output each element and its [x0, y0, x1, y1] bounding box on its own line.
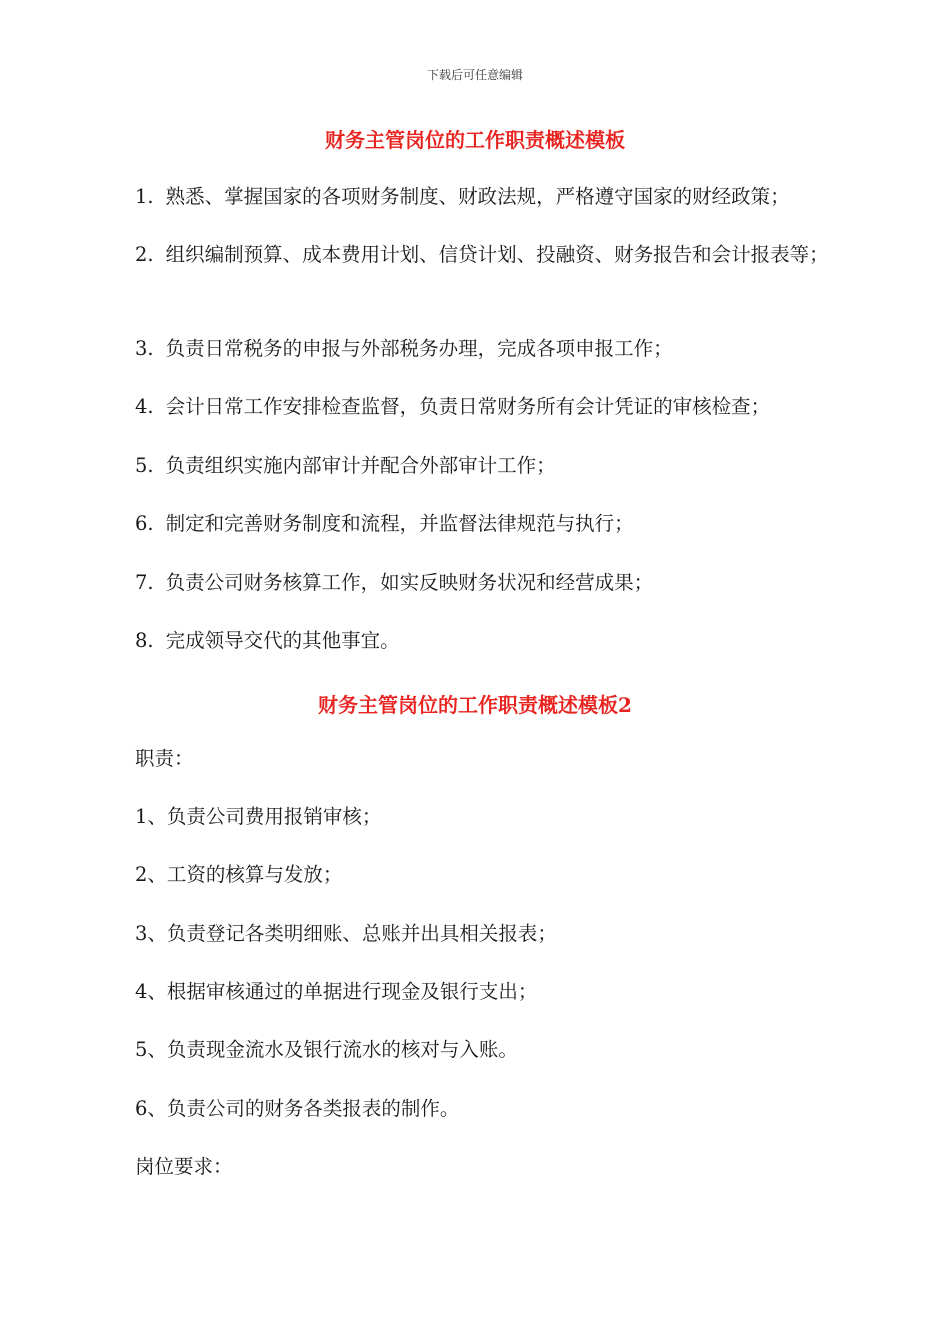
item-text: 熟悉、掌握国家的各项财务制度、财政法规，严格遵守国家的财经政策； — [165, 185, 790, 208]
item-text: 5、负责现金流水及银行流水的核对与入账。 — [135, 1038, 518, 1061]
list-item — [88, 507, 878, 541]
requirements-label-text: 岗位要求： — [135, 1155, 233, 1178]
item-text: 6、负责公司的财务各类报表的制作。 — [135, 1097, 460, 1120]
item-text: 会计日常工作安排检查监督，负责日常财务所有会计凭证的审核检查； — [165, 395, 771, 418]
list-item — [88, 449, 878, 483]
item-text: 组织编制预算、成本费用计划、信贷计划、投融资、财务报告和会计报表等； — [165, 243, 829, 266]
item-number: 6. — [135, 512, 154, 535]
item-text: 负责日常税务的申报与外部税务办理，完成各项申报工作； — [165, 337, 673, 360]
item-text: 4、根据审核通过的单据进行现金及银行支出； — [135, 980, 538, 1003]
item-text: 完成领导交代的其他事宜。 — [165, 629, 400, 652]
item-number: 2. — [135, 243, 154, 266]
requirements-label — [88, 1150, 878, 1184]
list-item — [88, 238, 878, 272]
list-item — [88, 800, 878, 834]
item-text: 3、负责登记各类明细账、总账并出具相关报表； — [135, 922, 557, 945]
list-item — [88, 566, 878, 600]
list-item — [88, 624, 878, 658]
item-number: 5. — [135, 454, 154, 477]
item-number: 3. — [135, 337, 154, 360]
item-text: 负责组织实施内部审计并配合外部审计工作； — [165, 454, 556, 477]
list-item — [88, 1092, 878, 1126]
item-text: 2、工资的核算与发放； — [135, 863, 343, 886]
list-item — [88, 917, 878, 951]
duties-label — [88, 742, 878, 776]
item-number: 7. — [135, 571, 154, 594]
header-note: 下载后可任意编辑 — [426, 68, 523, 82]
item-text: 制定和完善财务制度和流程，并监督法律规范与执行； — [165, 512, 634, 535]
list-item — [88, 180, 878, 214]
item-number: 8. — [135, 629, 154, 652]
list-item — [88, 1033, 878, 1067]
item-number: 1. — [135, 185, 154, 208]
section-1-title: 财务主管岗位的工作职责概述模板 — [325, 128, 625, 152]
duties-label-text: 职责： — [135, 747, 194, 770]
item-number: 4. — [135, 395, 154, 418]
list-item — [88, 858, 878, 892]
list-item — [88, 332, 878, 366]
item-text: 负责公司财务核算工作，如实反映财务状况和经营成果； — [165, 571, 654, 594]
list-item — [88, 390, 878, 424]
list-item — [88, 975, 878, 1009]
item-text: 1、负责公司费用报销审核； — [135, 805, 382, 828]
section-2-title: 财务主管岗位的工作职责概述模板2 — [318, 693, 632, 717]
